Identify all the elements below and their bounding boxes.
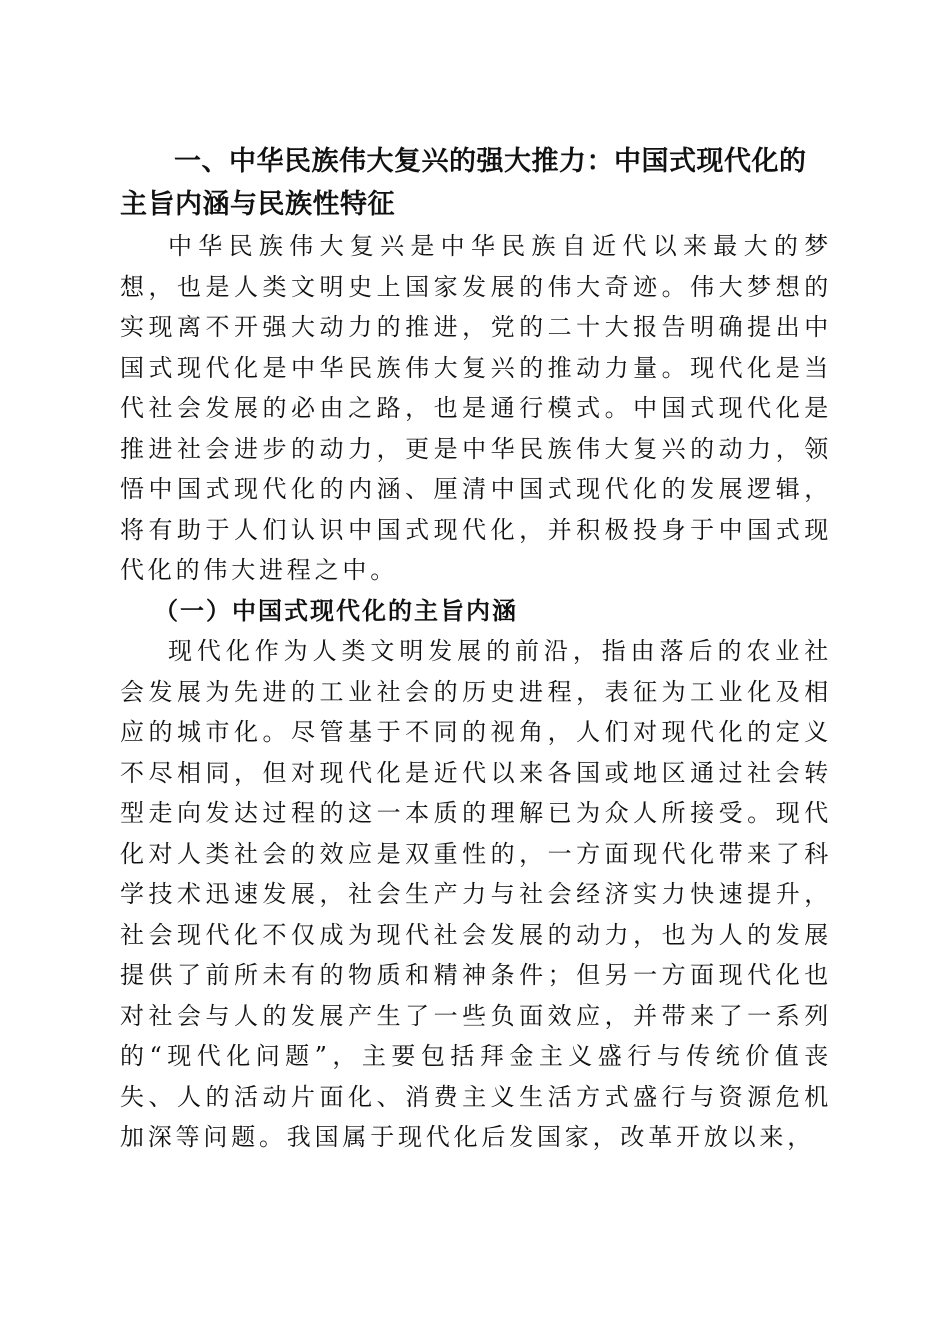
- paragraph-2: 现代化作为人类文明发展的前沿，指由落后的农业社会发展为先进的工业社会的历史进程，表征为工业化及相应的城市化。尽管基于不同的视角，人们对现代化的定义不尽相同，但对现代化是近代以来各国或地区通过社会转型走向发达过程的这一本质的理解已为众人所接受。现代化对人类社会的效应是双重性的，一方面现代化带来了科学技术迅速发展，社会生产力与社会经济实力快速提升，社会现代化不仅成为现代社会发展的动力，也为人的发展提供了前所未有的物质和精神条件；但另一方面现代化也对社会与人的发展产生了一些负面效应，并带来了一系列的“现代化问题”，主要包括拜金主义盛行与传统价值丧失、人的活动片面化、消费主义生活方式盛行与资源危机加深等问题。我国属于现代化后发国家，改革开放以来，: [120, 637, 832, 1151]
- document-page: [120, 140, 832, 1158]
- paragraph-1: 中华民族伟大复兴是中华民族自近代以来最大的梦想，也是人类文明史上国家发展的伟大奇迹。伟大梦想的实现离不开强大动力的推进，党的二十大报告明确提出中国式现代化是中华民族伟大复兴的推动力量。现代化是当代社会发展的必由之路，也是通行模式。中国式现代化是推进社会进步的动力，更是中华民族伟大复兴的动力，领悟中国式现代化的内涵、厘清中国式现代化的发展逻辑，将有助于人们认识中国式现代化，并积极投身于中国式现代化的伟大进程之中。: [120, 232, 832, 584]
- subsection-title: （一）中国式现代化的主旨内涵: [154, 595, 518, 625]
- section-title: 一、中华民族伟大复兴的强大推力：中国式现代化的主旨内涵与民族性特征: [120, 146, 807, 220]
